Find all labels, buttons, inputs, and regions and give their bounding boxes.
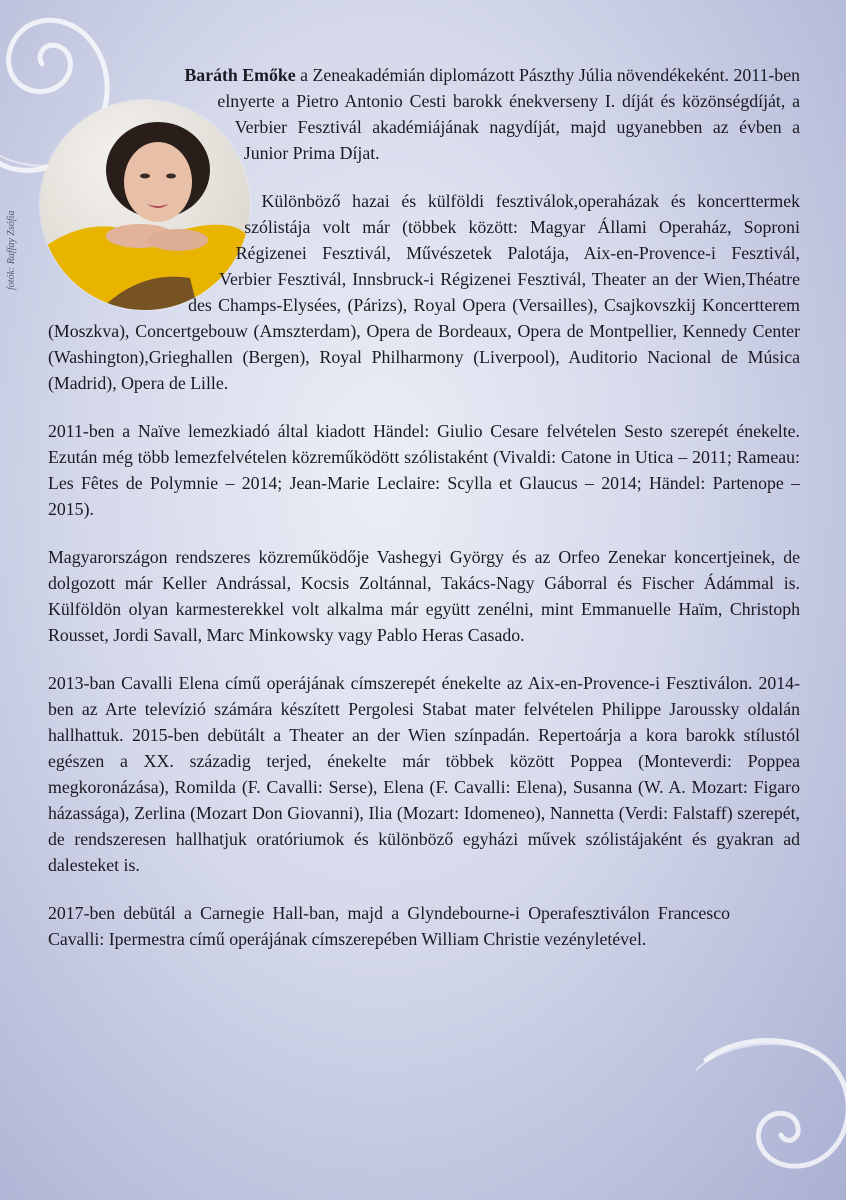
photo-credit: fotók: Raffay Zsófia [6,210,17,290]
biography-text [48,62,800,974]
swirl-ornament-bottom-right [696,1030,846,1180]
paragraph-recordings: 2011-ben a Naïve lemezkiadó által kiadott Händel: Giulio Cesare felvételen Sesto szerepét énekelte. Ezután még több lemezfelvételen közreműködött szólistaként (Vivaldi: Catone in Utica – 2011; Rameau: Les Fêtes de Polymnie – 2014; Jean-Marie Leclaire: Scylla et Glaucus – 2014; Händel: Partenope – 2015). [48,421,800,519]
intro-text: a Zeneakadémián diplomázott Pászthy Júlia növendékeként. 2011-ben elnyerte a Pietro Antonio Cesti barokk énekverseny I. díját és közönségdíját, a Verbier Fesztivál akadémiájának nagydíját, majd ugyanebben az évben a Junior Prima Díjat. [217,65,800,163]
paragraph-carnegie: 2017-ben debütál a Carnegie Hall-ban, majd a Glyndebourne-i Operafesztiválon Francesco Cavalli: Ipermestra című operájának címszerepében William Christie vezényletével. [48,903,730,949]
paragraph-festivals: Különböző hazai és külföldi fesztiválok,operaházak és koncerttermek szólistája volt már (többek között: Magyar Állami Operaház, Soproni Régizenei Fesztivál, Művészetek Palotája, Aix-en-Provence-i Fesztivál, Verbier Fesztivál, Innsbruck-i Régizenei Fesztivál, Theater an der Wien,Théatre des Champs-Elysées, (Párizs), Royal Opera (Versailles), Csajkovszkij Koncertterem (Moszkva), Concertgebouw (Amszterdam), Opera de Bordeaux, Opera de Montpellier, Kennedy Center (Washington),Grieghallen (Bergen), Royal Philharmony (Liverpool), Auditorio Nacional de Música (Madrid), Opera de Lille. [48,191,800,393]
artist-name: Baráth Emőke [184,65,296,85]
paragraph-repertoire: 2013-ban Cavalli Elena című operájának címszerepét énekelte az Aix-en-Provence-i Fesztiválon. 2014-ben az Arte televízió számára készített Pergolesi Stabat mater felvételen Philippe Jaroussky oldalán hallhattuk. 2015-ben debütált a Theater an der Wien színpadán. Repertoárja a kora barokk stílustól egészen a XX. századig terjed, énekelte már többek között Poppea (Monteverdi: Poppea megkoronázása), Romilda (F. Cavalli: Serse), Elena (F. Cavalli: Elena), Susanna (W. A. Mozart: Figaro házassága), Zerlina (Mozart Don Giovanni), Ilia (Mozart: Idomeneo), Nannetta (Verdi: Falstaff) szerepét, de rendszeresen hallhatjuk oratóriumok és különböző egyházi művek szólistájaként és gyakran ad dalesteket is. [48,673,800,875]
paragraph-conductors: Magyarországon rendszeres közreműködője Vashegyi György és az Orfeo Zenekar koncertjeinek, de dolgozott már Keller Andrással, Kocsis Zoltánnal, Takács-Nagy Gáborral és Fischer Ádámmal is. Külföldön olyan karmesterekkel volt alkalma már együtt zenélni, mint Emmanuelle Haïm, Christoph Rousset, Jordi Savall, Marc Minkowsky vagy Pablo Heras Casado. [48,547,800,645]
